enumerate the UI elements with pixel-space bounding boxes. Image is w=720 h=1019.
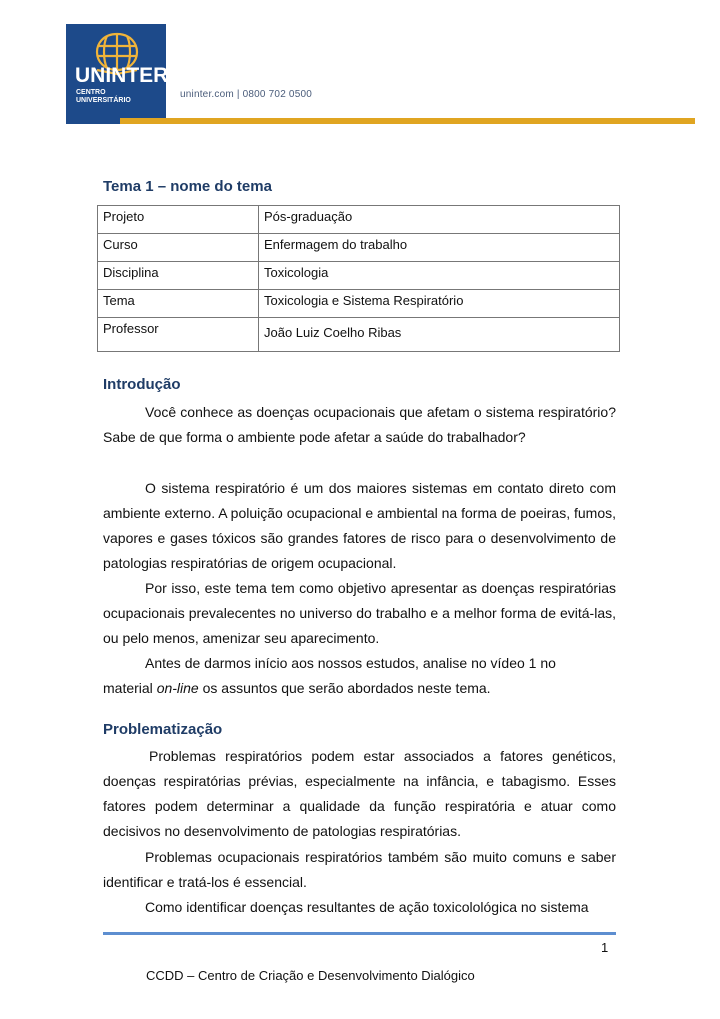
- footer-text: CCDD – Centro de Criação e Desenvolvimento Dialógico: [146, 968, 475, 983]
- logo-subtitle: [76, 89, 131, 105]
- table-cell-value: Toxicologia: [259, 262, 620, 290]
- table-row: [98, 318, 620, 352]
- problem-paragraph-2: Problemas ocupacionais respiratórios também são muito comuns e saber identificar e tratá-los é essencial.: [103, 849, 616, 890]
- header-bar: [120, 118, 695, 124]
- table-row: [98, 234, 620, 262]
- logo-subtitle-line2: UNIVERSITÁRIO: [76, 97, 131, 104]
- table-cell-key: Curso: [98, 234, 259, 262]
- table-cell-key: Professor: [98, 318, 259, 352]
- table-cell-key: Disciplina: [98, 262, 259, 290]
- info-table: [97, 205, 620, 352]
- page-number: 1: [601, 940, 609, 955]
- table-cell-value: Pós-graduação: [259, 206, 620, 234]
- uninter-logo: [66, 24, 169, 124]
- table-cell-value: Enfermagem do trabalho: [259, 234, 620, 262]
- intro-paragraph-4-line2: [103, 676, 616, 701]
- intro-paragraph-3: Por isso, este tema tem como objetivo apresentar as doenças respiratórias ocupacionais prevalecentes no universo do trabalho e a melhor forma de evitá-las, ou pelo menos, amenizar seu aparecimento.: [103, 580, 616, 646]
- text-run: os assuntos que serão abordados neste tema.: [198, 680, 491, 696]
- section-heading-problem: Problematização: [103, 721, 223, 738]
- problem-paragraph-1: Problemas respiratórios podem estar associados a fatores genéticos, doenças respiratórias prévias, especialmente na infância, e tabagismo. Esses fatores podem determinar a qualidade da função respiratória e atuar como decisivos no desenvolvimento de patologias respiratórias.: [103, 748, 616, 839]
- intro-paragraph-2: O sistema respiratório é um dos maiores sistemas em contato direto com ambiente externo. A poluição ocupacional e ambiental na forma de poeiras, fumos, vapores e gases tóxicos são grandes fatores de risco para o desenvolvimento de patologias respiratórias de origem ocupacional.: [103, 480, 616, 571]
- table-row: [98, 262, 620, 290]
- page-title: Tema 1 – nome do tema: [103, 178, 272, 195]
- table-cell-key: Tema: [98, 290, 259, 318]
- intro-paragraph-1: Você conhece as doenças ocupacionais que afetam o sistema respiratório? Sabe de que forma o ambiente pode afetar a saúde do trabalhador?: [103, 404, 616, 445]
- problem-paragraph-3: Como identificar doenças resultantes de ação toxicolológica no sistema: [145, 899, 589, 915]
- logo-wordmark: UNINTER: [75, 64, 169, 87]
- table-cell-value: João Luiz Coelho Ribas: [259, 318, 620, 352]
- table-row: [98, 290, 620, 318]
- emphasis-online: on-line: [156, 680, 199, 696]
- table-cell-key: Projeto: [98, 206, 259, 234]
- footer-divider: [103, 932, 616, 935]
- intro-paragraph-4-line1: Antes de darmos início aos nossos estudos, analise no vídeo 1 no: [145, 655, 556, 671]
- section-heading-intro: Introdução: [103, 376, 181, 393]
- logo-subtitle-line1: CENTRO: [76, 89, 106, 96]
- intro-paragraph-4: [103, 651, 616, 701]
- table-cell-value: Toxicologia e Sistema Respiratório: [259, 290, 620, 318]
- table-row: [98, 206, 620, 234]
- contact-line: uninter.com | 0800 702 0500: [180, 89, 312, 100]
- text-run: material: [103, 680, 157, 696]
